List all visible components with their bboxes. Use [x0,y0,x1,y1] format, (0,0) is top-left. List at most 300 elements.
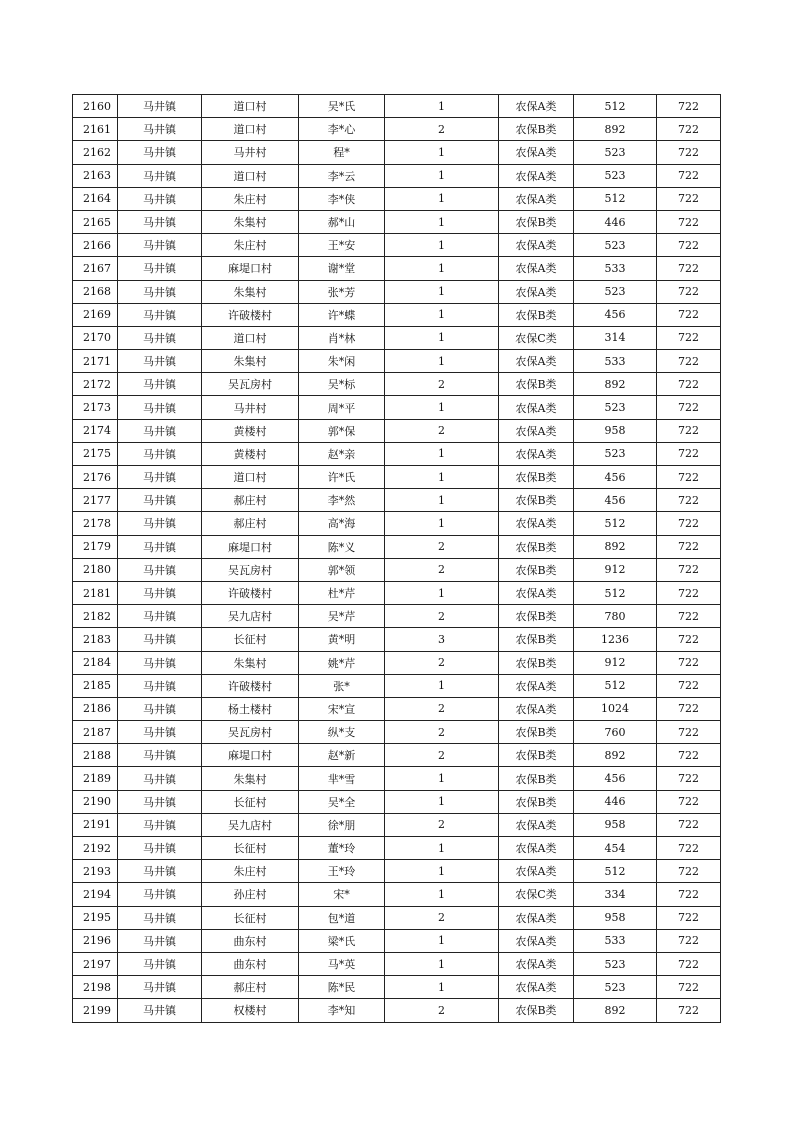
name-cell: 赵*新 [299,744,385,767]
category-cell: 农保A类 [499,95,574,118]
table-row [73,210,721,233]
village-cell: 吴瓦房村 [202,721,299,744]
table-row [73,466,721,489]
name-cell: 李*然 [299,489,385,512]
count-cell: 2 [385,118,499,141]
amount-cell: 958 [574,906,657,929]
village-cell: 黄楼村 [202,442,299,465]
village-cell: 权楼村 [202,999,299,1022]
table-row [73,906,721,929]
table-row [73,581,721,604]
amount-cell: 1236 [574,628,657,651]
village-cell: 朱集村 [202,210,299,233]
row-number: 2175 [73,442,118,465]
count-cell: 2 [385,535,499,558]
table-row [73,326,721,349]
name-cell: 王*玲 [299,860,385,883]
village-cell: 长征村 [202,790,299,813]
row-number: 2199 [73,999,118,1022]
table-row [73,999,721,1022]
count-cell: 1 [385,396,499,419]
count-cell: 1 [385,326,499,349]
category-cell: 农保A类 [499,512,574,535]
name-cell: 宋*宣 [299,697,385,720]
code-cell: 722 [657,210,721,233]
row-number: 2194 [73,883,118,906]
table-row [73,860,721,883]
table-row [73,396,721,419]
amount-cell: 892 [574,999,657,1022]
name-cell: 陈*民 [299,976,385,999]
code-cell: 722 [657,767,721,790]
amount-cell: 533 [574,257,657,280]
name-cell: 马*英 [299,952,385,975]
name-cell: 谢*堂 [299,257,385,280]
amount-cell: 512 [574,674,657,697]
row-number: 2160 [73,95,118,118]
amount-cell: 512 [574,860,657,883]
table-row [73,651,721,674]
name-cell: 朱*闲 [299,350,385,373]
town-cell: 马井镇 [118,790,202,813]
code-cell: 722 [657,419,721,442]
village-cell: 道口村 [202,326,299,349]
village-cell: 许破楼村 [202,581,299,604]
category-cell: 农保B类 [499,744,574,767]
code-cell: 722 [657,326,721,349]
count-cell: 2 [385,605,499,628]
town-cell: 马井镇 [118,303,202,326]
village-cell: 孙庄村 [202,883,299,906]
category-cell: 农保A类 [499,350,574,373]
name-cell: 程* [299,141,385,164]
village-cell: 朱集村 [202,350,299,373]
category-cell: 农保B类 [499,721,574,744]
village-cell: 朱集村 [202,651,299,674]
code-cell: 722 [657,952,721,975]
count-cell: 1 [385,929,499,952]
name-cell: 张*芳 [299,280,385,303]
village-cell: 曲东村 [202,952,299,975]
name-cell: 李*云 [299,164,385,187]
amount-cell: 454 [574,837,657,860]
code-cell: 722 [657,118,721,141]
village-cell: 吴瓦房村 [202,558,299,581]
table-row [73,187,721,210]
count-cell: 2 [385,721,499,744]
name-cell: 李*知 [299,999,385,1022]
category-cell: 农保A类 [499,976,574,999]
town-cell: 马井镇 [118,929,202,952]
town-cell: 马井镇 [118,234,202,257]
code-cell: 722 [657,95,721,118]
name-cell: 包*道 [299,906,385,929]
village-cell: 郝庄村 [202,512,299,535]
code-cell: 722 [657,303,721,326]
category-cell: 农保B类 [499,118,574,141]
amount-cell: 892 [574,744,657,767]
category-cell: 农保C类 [499,326,574,349]
village-cell: 麻堤口村 [202,257,299,280]
code-cell: 722 [657,837,721,860]
category-cell: 农保B类 [499,628,574,651]
amount-cell: 958 [574,419,657,442]
village-cell: 朱庄村 [202,187,299,210]
name-cell: 李*侠 [299,187,385,210]
category-cell: 农保B类 [499,558,574,581]
table-row [73,674,721,697]
table-row [73,234,721,257]
row-number: 2198 [73,976,118,999]
row-number: 2196 [73,929,118,952]
amount-cell: 780 [574,605,657,628]
count-cell: 2 [385,906,499,929]
code-cell: 722 [657,187,721,210]
name-cell: 吴*全 [299,790,385,813]
table-row [73,790,721,813]
amount-cell: 512 [574,512,657,535]
code-cell: 722 [657,929,721,952]
row-number: 2190 [73,790,118,813]
table-row [73,419,721,442]
amount-cell: 523 [574,141,657,164]
code-cell: 722 [657,234,721,257]
village-cell: 长征村 [202,837,299,860]
village-cell: 吴瓦房村 [202,373,299,396]
village-cell: 朱集村 [202,280,299,303]
amount-cell: 1024 [574,697,657,720]
amount-cell: 512 [574,581,657,604]
records-table [72,94,721,1023]
count-cell: 1 [385,280,499,303]
row-number: 2180 [73,558,118,581]
count-cell: 2 [385,999,499,1022]
row-number: 2161 [73,118,118,141]
table-row [73,164,721,187]
amount-cell: 892 [574,118,657,141]
village-cell: 杨土楼村 [202,697,299,720]
name-cell: 许*蝶 [299,303,385,326]
table-row [73,929,721,952]
amount-cell: 446 [574,790,657,813]
code-cell: 722 [657,280,721,303]
amount-cell: 523 [574,234,657,257]
row-number: 2183 [73,628,118,651]
town-cell: 马井镇 [118,906,202,929]
count-cell: 1 [385,790,499,813]
town-cell: 马井镇 [118,466,202,489]
row-number: 2191 [73,813,118,836]
name-cell: 郝*山 [299,210,385,233]
table-row [73,697,721,720]
row-number: 2173 [73,396,118,419]
amount-cell: 512 [574,187,657,210]
table-row [73,257,721,280]
town-cell: 马井镇 [118,883,202,906]
count-cell: 1 [385,976,499,999]
table-row [73,489,721,512]
town-cell: 马井镇 [118,396,202,419]
count-cell: 1 [385,234,499,257]
town-cell: 马井镇 [118,628,202,651]
category-cell: 农保A类 [499,860,574,883]
category-cell: 农保B类 [499,790,574,813]
table-row [73,141,721,164]
name-cell: 姚*芹 [299,651,385,674]
table-row [73,442,721,465]
row-number: 2186 [73,697,118,720]
name-cell: 董*玲 [299,837,385,860]
table-row [73,118,721,141]
town-cell: 马井镇 [118,512,202,535]
count-cell: 2 [385,651,499,674]
village-cell: 长征村 [202,906,299,929]
town-cell: 马井镇 [118,535,202,558]
count-cell: 2 [385,558,499,581]
row-number: 2164 [73,187,118,210]
code-cell: 722 [657,860,721,883]
category-cell: 农保B类 [499,373,574,396]
table-row [73,373,721,396]
code-cell: 722 [657,535,721,558]
row-number: 2172 [73,373,118,396]
code-cell: 722 [657,396,721,419]
name-cell: 芈*雪 [299,767,385,790]
count-cell: 1 [385,350,499,373]
town-cell: 马井镇 [118,674,202,697]
row-number: 2176 [73,466,118,489]
town-cell: 马井镇 [118,558,202,581]
row-number: 2179 [73,535,118,558]
category-cell: 农保A类 [499,929,574,952]
amount-cell: 533 [574,350,657,373]
row-number: 2167 [73,257,118,280]
category-cell: 农保A类 [499,952,574,975]
category-cell: 农保B类 [499,489,574,512]
row-number: 2185 [73,674,118,697]
category-cell: 农保A类 [499,419,574,442]
town-cell: 马井镇 [118,813,202,836]
count-cell: 1 [385,466,499,489]
category-cell: 农保A类 [499,141,574,164]
village-cell: 马井村 [202,141,299,164]
category-cell: 农保A类 [499,280,574,303]
row-number: 2166 [73,234,118,257]
town-cell: 马井镇 [118,952,202,975]
name-cell: 赵*亲 [299,442,385,465]
town-cell: 马井镇 [118,141,202,164]
table-row [73,628,721,651]
code-cell: 722 [657,976,721,999]
amount-cell: 523 [574,952,657,975]
amount-cell: 456 [574,303,657,326]
table-row [73,558,721,581]
name-cell: 肖*林 [299,326,385,349]
row-number: 2195 [73,906,118,929]
count-cell: 2 [385,744,499,767]
code-cell: 722 [657,489,721,512]
village-cell: 道口村 [202,118,299,141]
town-cell: 马井镇 [118,257,202,280]
table-row [73,512,721,535]
table-row [73,744,721,767]
town-cell: 马井镇 [118,999,202,1022]
table-row [73,952,721,975]
town-cell: 马井镇 [118,860,202,883]
code-cell: 722 [657,790,721,813]
town-cell: 马井镇 [118,95,202,118]
code-cell: 722 [657,721,721,744]
row-number: 2163 [73,164,118,187]
town-cell: 马井镇 [118,373,202,396]
category-cell: 农保A类 [499,164,574,187]
town-cell: 马井镇 [118,350,202,373]
row-number: 2187 [73,721,118,744]
town-cell: 马井镇 [118,744,202,767]
name-cell: 李*心 [299,118,385,141]
amount-cell: 523 [574,396,657,419]
table-row [73,767,721,790]
town-cell: 马井镇 [118,164,202,187]
code-cell: 722 [657,883,721,906]
row-number: 2162 [73,141,118,164]
town-cell: 马井镇 [118,767,202,790]
count-cell: 1 [385,210,499,233]
town-cell: 马井镇 [118,489,202,512]
name-cell: 许*氏 [299,466,385,489]
village-cell: 黄楼村 [202,419,299,442]
village-cell: 吴九店村 [202,813,299,836]
row-number: 2171 [73,350,118,373]
records-table-body [73,95,721,1023]
code-cell: 722 [657,141,721,164]
category-cell: 农保A类 [499,581,574,604]
row-number: 2174 [73,419,118,442]
town-cell: 马井镇 [118,442,202,465]
table-row [73,95,721,118]
town-cell: 马井镇 [118,721,202,744]
table-row [73,280,721,303]
amount-cell: 523 [574,280,657,303]
name-cell: 陈*义 [299,535,385,558]
village-cell: 麻堤口村 [202,744,299,767]
row-number: 2188 [73,744,118,767]
code-cell: 722 [657,813,721,836]
village-cell: 许破楼村 [202,674,299,697]
count-cell: 1 [385,512,499,535]
village-cell: 麻堤口村 [202,535,299,558]
code-cell: 722 [657,442,721,465]
category-cell: 农保B类 [499,535,574,558]
town-cell: 马井镇 [118,976,202,999]
category-cell: 农保B类 [499,651,574,674]
amount-cell: 446 [574,210,657,233]
village-cell: 吴九店村 [202,605,299,628]
count-cell: 1 [385,442,499,465]
row-number: 2197 [73,952,118,975]
amount-cell: 523 [574,976,657,999]
village-cell: 朱集村 [202,767,299,790]
row-number: 2182 [73,605,118,628]
name-cell: 王*安 [299,234,385,257]
village-cell: 曲东村 [202,929,299,952]
count-cell: 1 [385,489,499,512]
code-cell: 722 [657,999,721,1022]
village-cell: 道口村 [202,164,299,187]
code-cell: 722 [657,744,721,767]
village-cell: 长征村 [202,628,299,651]
table-row [73,605,721,628]
village-cell: 许破楼村 [202,303,299,326]
count-cell: 1 [385,767,499,790]
name-cell: 宋* [299,883,385,906]
town-cell: 马井镇 [118,326,202,349]
category-cell: 农保A类 [499,906,574,929]
count-cell: 2 [385,373,499,396]
amount-cell: 456 [574,466,657,489]
town-cell: 马井镇 [118,419,202,442]
village-cell: 朱庄村 [202,234,299,257]
name-cell: 吴*氏 [299,95,385,118]
row-number: 2181 [73,581,118,604]
code-cell: 722 [657,164,721,187]
category-cell: 农保B类 [499,767,574,790]
row-number: 2170 [73,326,118,349]
count-cell: 1 [385,95,499,118]
code-cell: 722 [657,651,721,674]
count-cell: 1 [385,141,499,164]
row-number: 2184 [73,651,118,674]
amount-cell: 958 [574,813,657,836]
category-cell: 农保A类 [499,442,574,465]
code-cell: 722 [657,605,721,628]
count-cell: 1 [385,837,499,860]
town-cell: 马井镇 [118,280,202,303]
code-cell: 722 [657,466,721,489]
name-cell: 周*平 [299,396,385,419]
amount-cell: 912 [574,558,657,581]
table-row [73,976,721,999]
amount-cell: 512 [574,95,657,118]
name-cell: 张* [299,674,385,697]
count-cell: 1 [385,674,499,697]
row-number: 2192 [73,837,118,860]
row-number: 2193 [73,860,118,883]
village-cell: 郝庄村 [202,976,299,999]
name-cell: 吴*芹 [299,605,385,628]
category-cell: 农保A类 [499,187,574,210]
code-cell: 722 [657,257,721,280]
count-cell: 2 [385,419,499,442]
code-cell: 722 [657,697,721,720]
village-cell: 道口村 [202,95,299,118]
code-cell: 722 [657,906,721,929]
category-cell: 农保A类 [499,813,574,836]
count-cell: 1 [385,164,499,187]
code-cell: 722 [657,558,721,581]
count-cell: 3 [385,628,499,651]
amount-cell: 456 [574,489,657,512]
name-cell: 杜*芹 [299,581,385,604]
amount-cell: 760 [574,721,657,744]
town-cell: 马井镇 [118,837,202,860]
village-cell: 朱庄村 [202,860,299,883]
name-cell: 郭*保 [299,419,385,442]
row-number: 2178 [73,512,118,535]
code-cell: 722 [657,350,721,373]
category-cell: 农保A类 [499,234,574,257]
town-cell: 马井镇 [118,210,202,233]
